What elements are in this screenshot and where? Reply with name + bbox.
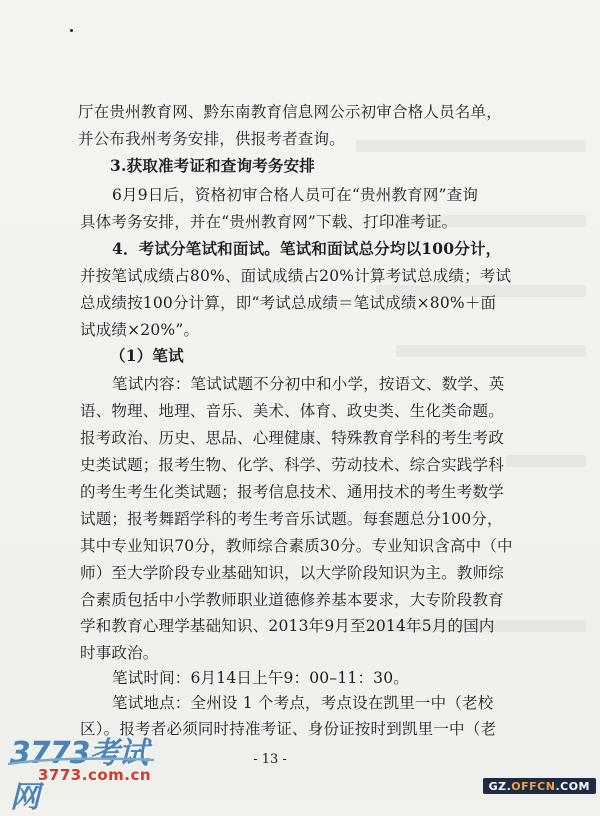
paragraph-line: 试题；报考舞蹈学科的考生考音乐试题。每套题总分100分， [80,510,503,528]
paragraph-line: 试成绩×20%”。 [80,321,200,339]
paragraph-line: 史类试题；报考生物、化学、科学、劳动技术、综合实践学科 [80,456,504,474]
paragraph-line: 6月9日后，资格初审合格人员可在“贵州教育网”查询 [112,186,479,204]
paragraph-line: 报考政治、历史、思品、心理健康、特殊教育学科的考生考政 [80,429,504,447]
scan-speck [70,29,73,32]
paragraph-line: 合素质包括中小学教师职业道德修养基本要求，大专阶段教育 [80,591,504,609]
paragraph-line: 总成绩按100分计算，即“考试总成绩＝笔试成绩×80%＋面 [80,294,497,312]
paragraph-line: 厅在贵州教育网、黔东南教育信息网公示初审合格人员名单， [78,103,502,121]
logo-url: 3773.com.cn [38,766,152,784]
paragraph-line: 时事政治。 [80,644,159,662]
paragraph-line: 学和教育心理学基础知识、2013年9月至2014年5月的国内 [80,617,495,635]
paragraph-line: 语、物理、地理、音乐、美术、体育、政史类、生化类命题。 [80,402,504,420]
exam-time-line: 笔试时间：6月14日上午9：00–11：30。 [112,669,409,687]
section-heading: 3.获取准考证和查询考务安排 [110,156,315,175]
site-watermark-logo [4,728,164,815]
subsection-heading: （1）笔试 [110,346,184,365]
paragraph-line: 其中专业知识70分，教师综合素质30分。专业知识含高中（中 [80,537,513,555]
paragraph-line: 笔试内容：笔试试题不分初中和小学，按语文、数学、英 [112,375,505,393]
paragraph-line: 并公布我州考务安排，供报考者查询。 [78,130,345,148]
bleed-through-mark [396,345,586,357]
offcn-prefix: GZ. [488,779,512,793]
bleed-through-mark [506,455,586,467]
offcn-suffix: .COM [555,779,590,793]
bleed-through-mark [356,140,586,152]
paragraph-line: 的考生考生化类试题；报考信息技术、通用技术的考生考数学 [80,483,504,501]
paragraph-line: 区）。报考者必须同时持准考证、身份证按时到凯里一中（老 [80,720,497,738]
paragraph-line: 并按笔试成绩占80%、面试成绩占20%计算考试总成绩；考试 [80,267,512,285]
exam-location-line: 笔试地点：全州设 1 个考点，考点设在凯里一中（老校 [112,694,494,712]
offcn-brand: OFFCN [511,779,556,793]
page-number: - 13 - [253,752,287,767]
offcn-watermark-logo [483,778,596,794]
paragraph-line: 具体考务安排，并在“贵州教育网”下载、打印准考证。 [80,213,458,231]
section-heading: 4．考试分笔试和面试。笔试和面试总分均以100分计， [112,239,502,258]
logo-wordmark: 3773考试网 [10,736,148,815]
paragraph-line: 师）至大学阶段专业基础知识，以大学阶段知识为主。教师综 [80,564,504,582]
